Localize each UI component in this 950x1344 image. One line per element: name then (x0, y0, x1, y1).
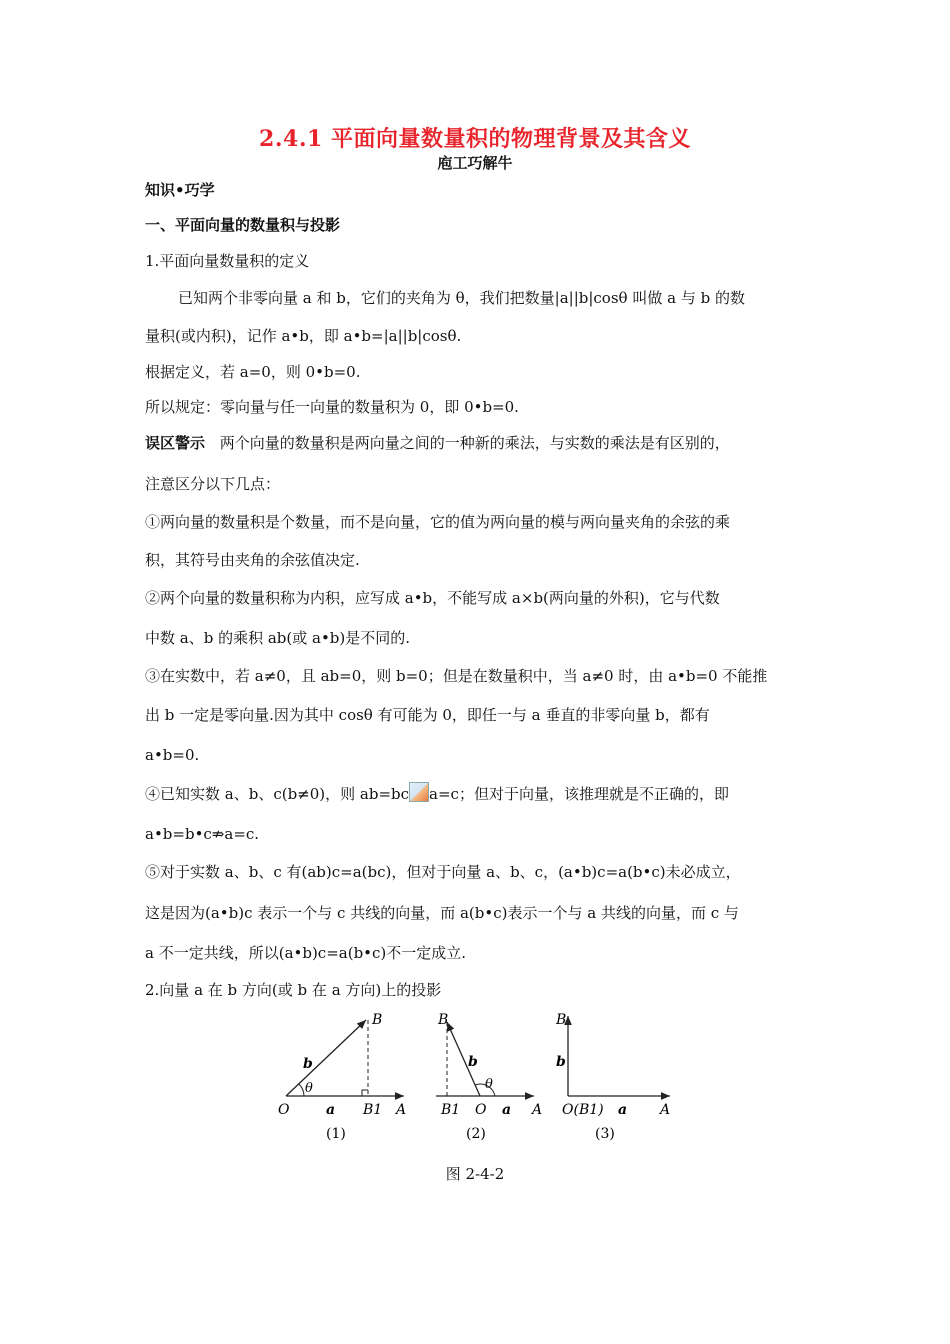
point-5-line-3: a 不一定共线，所以(a•b)c=a(b•c)不一定成立. (145, 944, 467, 962)
point-5-line-2: 这是因为(a•b)c 表示一个与 c 共线的向量，而 a(b•c)表示一个与 a 共线的向量，而 c 与 (145, 904, 739, 922)
fig3-label-a: a (618, 1102, 628, 1118)
point-3-line-1: ③在实数中，若 a≠0，且 ab=0，则 b=0；但是在数量积中，当 a≠0 时，由 a•b=0 不能推 (145, 667, 768, 685)
figure-2 (436, 1012, 542, 1142)
fig2-label-a: a (502, 1102, 512, 1118)
point-1-line-1: ①两向量的数量积是个数量，而不是向量，它的值为两向量的模与两向量夹角的余弦的乘 (145, 513, 731, 531)
warning-text-2: 注意区分以下几点： (145, 475, 281, 493)
fig1-label-O: O (278, 1102, 290, 1118)
fig2-label-O: O (475, 1102, 487, 1118)
fig1-label-a: a (326, 1102, 336, 1118)
point-1-line-2: 积，其符号由夹角的余弦值决定. (145, 551, 360, 569)
projection-diagram (270, 1008, 690, 1148)
page-title: 2.4.1 平面向量数量积的物理背景及其含义 (259, 126, 691, 152)
warning-label: 误区警示 (145, 434, 206, 452)
projection-figures (270, 1008, 690, 1148)
point-4-line-1 (145, 782, 729, 804)
fig1-label-b: b (303, 1056, 313, 1072)
fig1-label-B: B (372, 1012, 383, 1028)
fig1-label-theta: θ (305, 1081, 313, 1096)
warning-text: 两个向量的数量积是两向量之间的一种新的乘法，与实数的乘法是有区别的， (219, 434, 730, 452)
point-4-text-b: a=c；但对于向量，该推理就是不正确的，即 (429, 785, 729, 803)
rule-line-1: 根据定义，若 a=0，则 0•b=0. (145, 363, 361, 381)
fig2-label-B: B (438, 1012, 449, 1028)
point-3-line-2: 出 b 一定是零向量.因为其中 cosθ 有可能为 0，即任一与 a 垂直的非零向量 b，都有 (145, 706, 710, 724)
warning-line (145, 433, 730, 453)
fig3-label-b: b (556, 1054, 566, 1070)
figure-caption: 图 2-4-2 (445, 1165, 505, 1183)
point-2-line-1: ②两个向量的数量积称为内积，应写成 a•b，不能写成 a×b(两向量的外积)，它与代数 (145, 589, 720, 607)
broken-image-icon (409, 782, 429, 802)
fig1-caption: (1) (326, 1126, 346, 1142)
subsection-heading: 一、平面向量的数量积与投影 (145, 216, 341, 234)
section-heading: 知识•巧学 (145, 181, 215, 199)
fig3-label-O: O(B1) (562, 1102, 604, 1118)
definition-line-2: 量积(或内积)，记作 a•b，即 a•b=|a||b|cosθ. (145, 327, 462, 345)
item-heading-2: 2.向量 a 在 b 方向(或 b 在 a 方向)上的投影 (145, 981, 442, 999)
point-3-line-3: a•b=0. (145, 746, 200, 764)
fig1-label-A: A (396, 1102, 407, 1118)
fig2-label-B1: B1 (441, 1102, 461, 1118)
page-subtitle: 庖工巧解牛 (437, 154, 513, 172)
definition-line-1: 已知两个非零向量 a 和 b，它们的夹角为 θ，我们把数量|a||b|cosθ 叫做 a 与 b 的数 (178, 289, 745, 307)
point-2-line-2: 中数 a、b 的乘积 ab(或 a•b)是不同的. (145, 629, 411, 647)
point-4-text-a: ④已知实数 a、b、c(b≠0)，则 ab=bc (145, 785, 410, 803)
fig2-caption: (2) (466, 1126, 486, 1142)
fig3-caption: (3) (595, 1126, 615, 1142)
point-5-line-1: ⑤对于实数 a、b、c 有(ab)c=a(bc)，但对于向量 a、b、c，(a•b)c=a(b•c)未必成立， (145, 863, 741, 881)
rule-line-2: 所以规定：零向量与任一向量的数量积为 0，即 0•b=0. (145, 398, 519, 416)
fig3-label-A: A (660, 1102, 671, 1118)
figure-1 (278, 1012, 406, 1142)
fig1-label-B1: B1 (363, 1102, 383, 1118)
fig2-label-theta: θ (485, 1077, 493, 1092)
figure-3 (555, 1012, 670, 1142)
fig2-label-b: b (468, 1054, 478, 1070)
item-heading-1: 1.平面向量数量积的定义 (145, 252, 310, 270)
point-4-line-2: a•b=b•c⇏a=c. (145, 825, 260, 843)
fig2-label-A: A (532, 1102, 543, 1118)
fig3-label-B: B (556, 1012, 567, 1028)
